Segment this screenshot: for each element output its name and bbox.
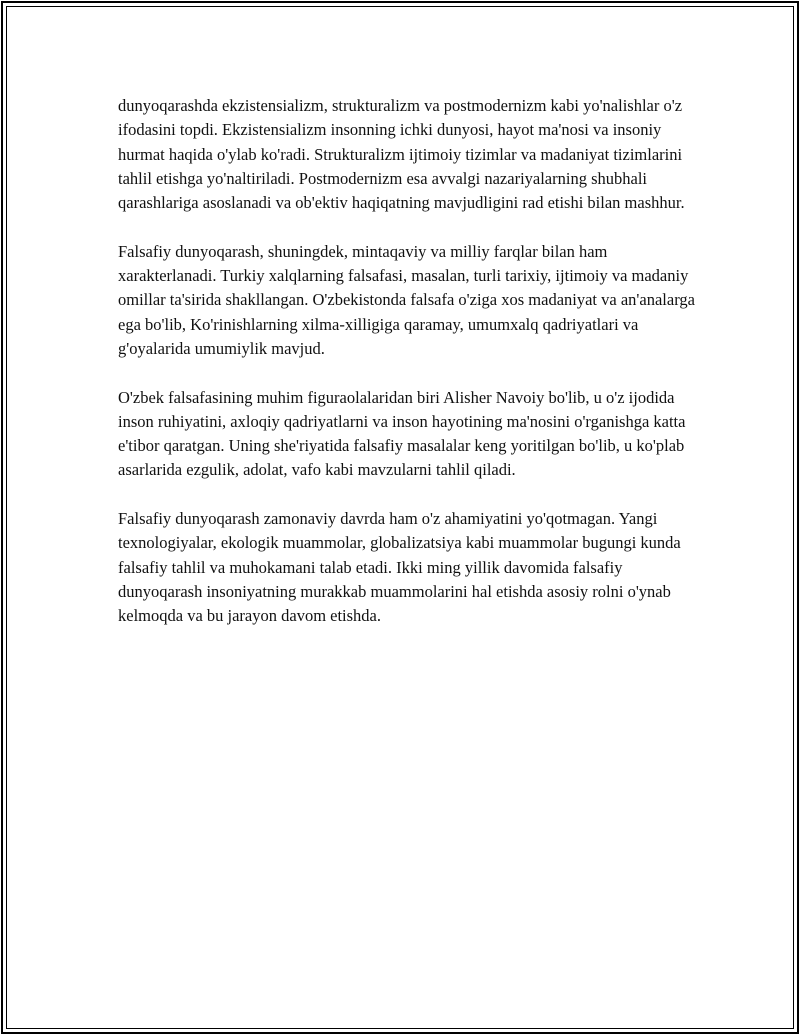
paragraph-3: O'zbek falsafasining muhim figuraolalaridan biri Alisher Navoiy bo'lib, u o'z ijodida inson ruhiyatini, axloqiy qadriyatlarni va inson hayotining ma'nosini o'rganishga katta e'tibor qaratgan. Uning she'riyatida falsafiy masalalar keng yoritilgan bo'lib, u ko'plab asarlarida ezgulik, adolat, vafo kabi mavzularni tahlil qiladi. (118, 387, 686, 480)
paragraph-1: dunyoqarashda ekzistensializm, strukturalizm va postmodernizm kabi yo'nalishlar o'z ifodasini topdi. Ekzistensializm insonning ichki dunyosi, hayot ma'nosi va insoniy hurmat haqida o'ylab ko'radi. Strukturalizm ijtimoiy tizimlar va madaniyat tizimlarini tahlil etishga yo'naltiriladi. Postmodernizm esa avvalgi nazariyalarning shubhali qarashlariga asoslanadi va ob'ektiv haqiqatning mavjudligini rad etishi bilan mashhur. (118, 96, 685, 213)
paragraph-4: Falsafiy dunyoqarash zamonaviy davrda ham o'z ahamiyatini yo'qotmagan. Yangi texnologiyalar, ekologik muammolar, globalizatsiya kabi muammolar bugungi kunda falsafiy tahlil va muhokamani talab etadi. Ikki ming yillik davomida falsafiy dunyoqarash insoniyatning murakkab muammolarini hal etishda asosiy rolni o'ynab kelmoqda va bu jarayon davom etishda. (118, 509, 681, 626)
document-body (118, 94, 698, 629)
paragraph-2: Falsafiy dunyoqarash, shuningdek, mintaqaviy va milliy farqlar bilan ham xarakterlanadi. Turkiy xalqlarning falsafasi, masalan, turli tarixiy, ijtimoiy va madaniy omillar ta'sirida shakllangan. O'zbekistonda falsafa o'ziga xos madaniyat va an'analarga ega bo'lib, Ko'rinishlarning xilma-xilligiga qaramay, umumxalq qadriyatlari va g'oyalarida umumiylik mavjud. (118, 241, 695, 358)
